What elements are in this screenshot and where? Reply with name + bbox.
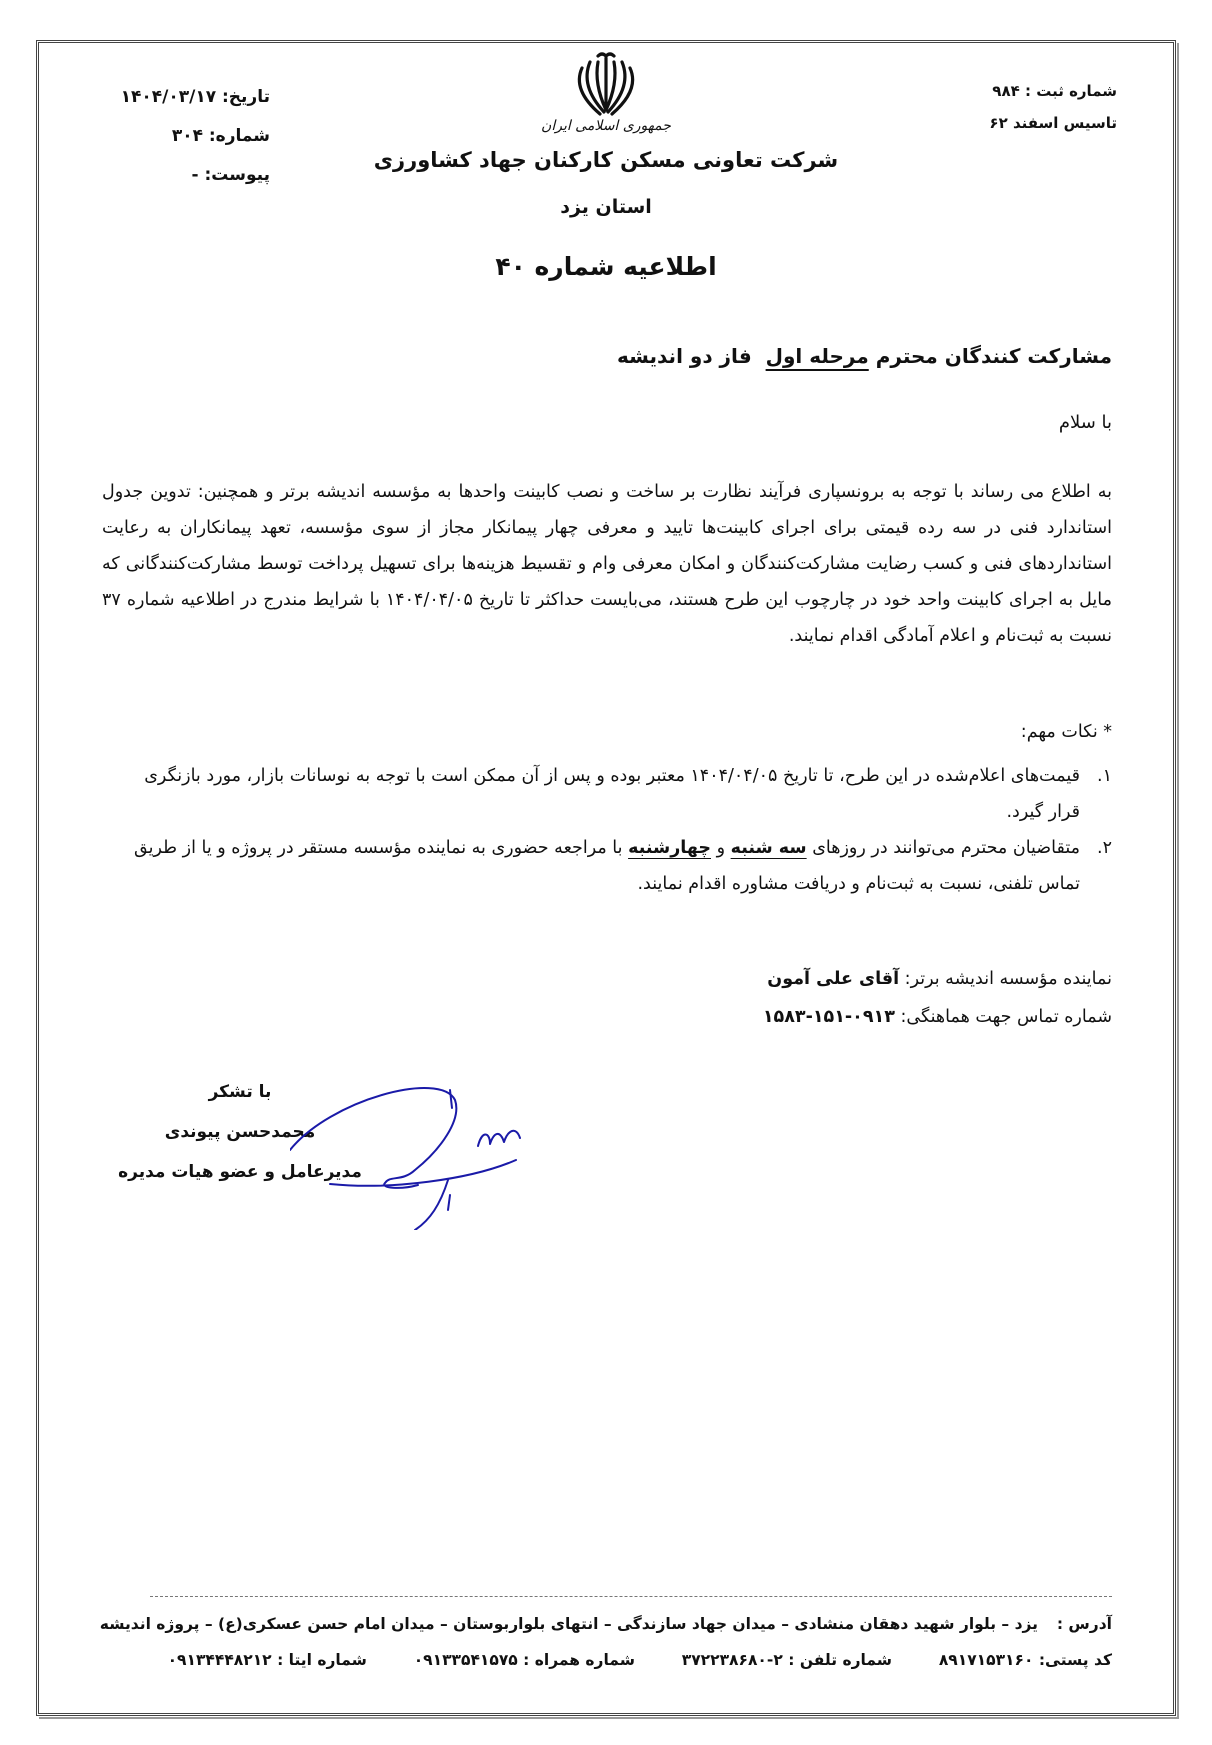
address-label: آدرس : bbox=[1056, 1615, 1112, 1633]
phone-row bbox=[763, 998, 1112, 1036]
emblem-caption: جمهوری اسلامی ایران bbox=[541, 118, 671, 134]
addressee-part1: مشارکت کنندگان محترم bbox=[875, 344, 1112, 368]
representative-label: نماینده مؤسسه اندیشه برتر: bbox=[904, 969, 1112, 989]
letter-meta bbox=[80, 78, 270, 195]
postal-label: کد پستی: bbox=[1038, 1651, 1112, 1669]
tel-label: شماره تلفن : bbox=[788, 1651, 892, 1669]
registration-block bbox=[989, 75, 1117, 139]
representative-name: آقای علی آمون bbox=[767, 969, 900, 989]
postal-value: ۸۹۱۷۱۵۳۱۶۰ bbox=[938, 1651, 1034, 1669]
phone-label: شماره تماس جهت هماهنگی: bbox=[900, 1007, 1112, 1027]
note-text-b: با مراجعه حضوری به نماینده مؤسسه مستقر در پروژه و یا از طریق تماس تلفنی، نسبت به ثبت‌نام و دریافت مشاوره اقدام نمایند. bbox=[134, 838, 1080, 894]
representative-row bbox=[763, 960, 1112, 998]
greeting: با سلام bbox=[1058, 412, 1112, 433]
note-text bbox=[112, 830, 1080, 902]
number-label: شماره: bbox=[208, 126, 270, 146]
mobile-label: شماره همراه : bbox=[523, 1651, 635, 1669]
signature-icon bbox=[290, 1060, 590, 1230]
addressee-phase: فاز دو اندیشه bbox=[617, 344, 752, 368]
note-item bbox=[112, 830, 1112, 902]
tel-value: ۲-۳۷۲۲۳۸۶۸۰ bbox=[681, 1651, 783, 1669]
note-and: و bbox=[716, 838, 726, 858]
announcement-title: اطلاعیه شماره ۴۰ bbox=[495, 252, 717, 281]
body-paragraph: به اطلاع می رساند با توجه به برونسپاری فرآیند نظارت بر ساخت و نصب کابینت واحدها به مؤسسه اندیشه برتر و همچنین: تدوین جدول استاندارد فنی در سه رده قیمتی برای اجرای کابینت‌ها تایید و معرفی چهار پیمانکار مجاز از سوی مؤسسه، تعهد پیمانکاران به رعایت استانداردهای فنی و کسب رضایت مشارکت‌کنندگان و امکان معرفی وام و تقسیط هزینه‌ها برای تسهیل پرداخت توسط مشارکت‌کنندگانی که مایل به اجرای کابینت واحد خود در چارچوب این طرح هستند، می‌بایست حداکثر تا تاریخ ۱۴۰۴/۰۴/۰۵ با شرایط مندرج در اطلاعیه شماره ۳۷ نسبت به ثبت‌نام و اعلام آمادگی اقدام نمایند. bbox=[102, 482, 1112, 646]
attachment-row bbox=[80, 156, 270, 195]
signer-name: محمدحسن پیوندی bbox=[164, 1122, 316, 1142]
eitaa-value: ۰۹۱۳۴۴۴۸۲۱۲ bbox=[167, 1651, 272, 1669]
note-number: ۲. bbox=[1097, 838, 1112, 858]
day-tuesday: سه شنبه bbox=[730, 838, 807, 858]
number-value: ۳۰۴ bbox=[171, 126, 203, 146]
date-row bbox=[80, 78, 270, 117]
note-number: ۱. bbox=[1097, 766, 1112, 786]
day-wednesday: چهارشنبه bbox=[628, 838, 711, 858]
number-row bbox=[80, 117, 270, 156]
province-name: استان یزد bbox=[560, 196, 652, 218]
notes-list bbox=[112, 758, 1112, 902]
signer-position: مدیرعامل و عضو هیات مدیره bbox=[118, 1162, 362, 1182]
footer-address-row bbox=[99, 1606, 1112, 1642]
attachment-value: - bbox=[191, 165, 199, 185]
company-name: شرکت تعاونی مسکن کارکنان جهاد کشاورزی bbox=[373, 148, 839, 172]
attachment-label: پیوست: bbox=[204, 165, 270, 185]
founded-date: تاسیس اسفند ۶۲ bbox=[989, 114, 1117, 132]
phone-number: ۰۹۱۳-۱۵۱-۱۵۸۳ bbox=[762, 1007, 895, 1027]
registration-number: شماره ثبت : ۹۸۴ bbox=[992, 82, 1117, 100]
note-text: قیمت‌های اعلام‌شده در این طرح، تا تاریخ ۱۴۰۴/۰۴/۰۵ معتبر بوده و پس از آن ممکن است با توجه به نوسانات بازار، مورد بازنگری قرار گیرد. bbox=[144, 766, 1080, 822]
mobile-value: ۰۹۱۳۳۵۴۱۵۷۵ bbox=[413, 1651, 518, 1669]
note-item bbox=[112, 758, 1112, 830]
closing-thanks: با تشکر bbox=[208, 1082, 272, 1102]
iran-emblem-icon bbox=[568, 48, 644, 118]
eitaa-label: شماره ایتا : bbox=[277, 1651, 367, 1669]
address-value: یزد – بلوار شهید دهقان منشادی – میدان جهاد سازندگی – انتهای بلواربوستان – میدان امام حسن عسکری(ع) – پروژه اندیشه bbox=[99, 1615, 1038, 1633]
footer-contact-row bbox=[102, 1642, 1112, 1678]
representative-block bbox=[763, 960, 1112, 1036]
date-label: تاریخ: bbox=[222, 87, 270, 107]
addressee bbox=[617, 344, 1112, 368]
note-text-a: متقاضیان محترم می‌توانند در روزهای bbox=[812, 838, 1080, 858]
addressee-stage: مرحله اول bbox=[765, 344, 869, 368]
date-value: ۱۴۰۴/۰۳/۱۷ bbox=[120, 87, 217, 107]
footer-divider bbox=[150, 1596, 1112, 1597]
notes-heading: * نکات مهم: bbox=[1020, 722, 1112, 742]
footer bbox=[99, 1606, 1112, 1678]
